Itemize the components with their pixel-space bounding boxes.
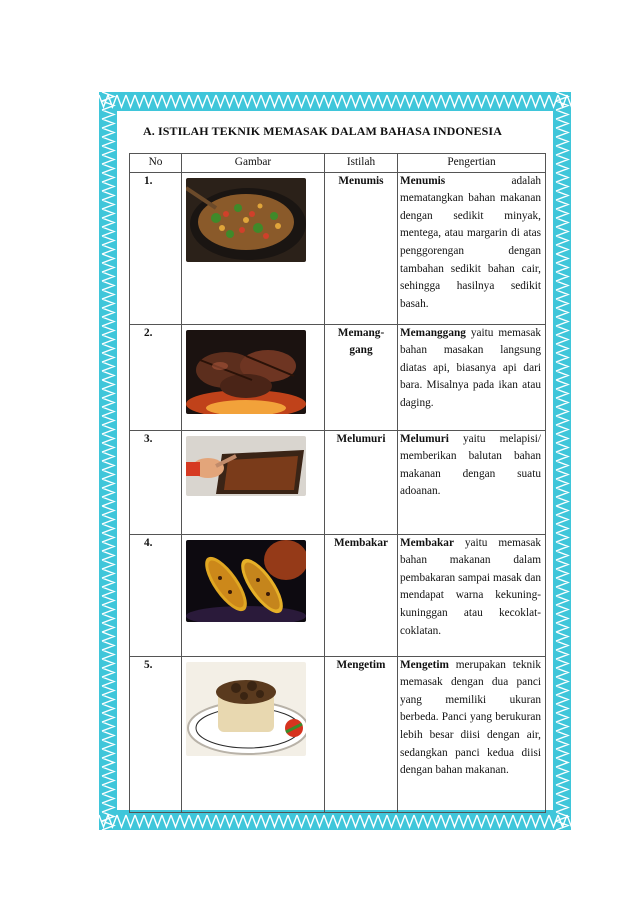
image-cell — [182, 656, 325, 812]
section-heading: A. ISTILAH TEKNIK MEMASAK DALAM BAHASA INDONESIA — [143, 124, 502, 138]
steamed-rice-image — [186, 662, 306, 756]
definition-cell — [398, 172, 546, 324]
row-number: 4. — [130, 534, 182, 656]
definition-text: yaitu memasak bahan makanan dalam pembakaran sampai masak dan mendapat warna kekuning-kuninggan atau kecoklat-coklatan. — [400, 536, 541, 637]
term-line1: Menumis — [338, 174, 384, 187]
header-image: Gambar — [182, 154, 325, 173]
row-number: 5. — [130, 656, 182, 812]
definition-text: adalah mematangkan bahan makanan dengan sedikit minyak, mentega, atau margarin di atas penggorengan dengan tambahan sedikit bahan cair, sehingga hasilnya sedikit basah. — [400, 174, 541, 310]
term-cell — [325, 534, 398, 656]
definition-term: Melumuri — [400, 432, 449, 445]
table-row — [130, 324, 546, 430]
table-row — [130, 656, 546, 812]
term-line1: Membakar — [334, 536, 388, 549]
image-cell — [182, 324, 325, 430]
table-row — [130, 430, 546, 534]
term-cell — [325, 656, 398, 812]
term-line1: Mengetim — [336, 658, 386, 671]
definition-text: yaitu memasak bahan masakan langsung diatas api, biasanya api dari bara. Misalnya pada ikan atau daging. — [400, 326, 541, 409]
row-number: 3. — [130, 430, 182, 534]
definition-term: Memanggang — [400, 326, 466, 339]
image-cell — [182, 172, 325, 324]
term-line2: gang — [349, 344, 373, 357]
definition-cell — [398, 534, 546, 656]
image-cell — [182, 534, 325, 656]
term-cell — [325, 324, 398, 430]
term-line1: Melumuri — [336, 432, 386, 445]
term-cell — [325, 430, 398, 534]
row-number: 2. — [130, 324, 182, 430]
header-term: Istilah — [325, 154, 398, 173]
row-number: 1. — [130, 172, 182, 324]
grilled-corn-image — [186, 540, 306, 622]
coating-batter-image — [186, 436, 306, 496]
term-line1: Memang- — [337, 326, 385, 339]
image-cell — [182, 430, 325, 534]
table-header-row — [130, 154, 546, 173]
definition-cell — [398, 324, 546, 430]
stir-fry-image — [186, 178, 306, 262]
grilled-meat-image — [186, 330, 306, 414]
definition-text: merupakan teknik memasak dengan dua panci yang memiliki ukuran berbeda. Panci yang berukuran lebih besar diisi dengan air, sedangkan panci kedua diisi dengan bahan makanan. — [400, 658, 541, 777]
definition-cell — [398, 656, 546, 812]
cooking-terms-table — [129, 153, 546, 813]
definition-cell — [398, 430, 546, 534]
header-definition: Pengertian — [398, 154, 546, 173]
definition-text: yaitu melapisi/ memberikan balutan bahan makanan dengan suatu adoanan. — [400, 432, 541, 498]
term-cell — [325, 172, 398, 324]
definition-term: Mengetim — [400, 658, 449, 671]
definition-term: Menumis — [400, 174, 446, 187]
definition-term: Membakar — [400, 536, 454, 549]
header-no: No — [130, 154, 182, 173]
table-row — [130, 172, 546, 324]
table-row — [130, 534, 546, 656]
